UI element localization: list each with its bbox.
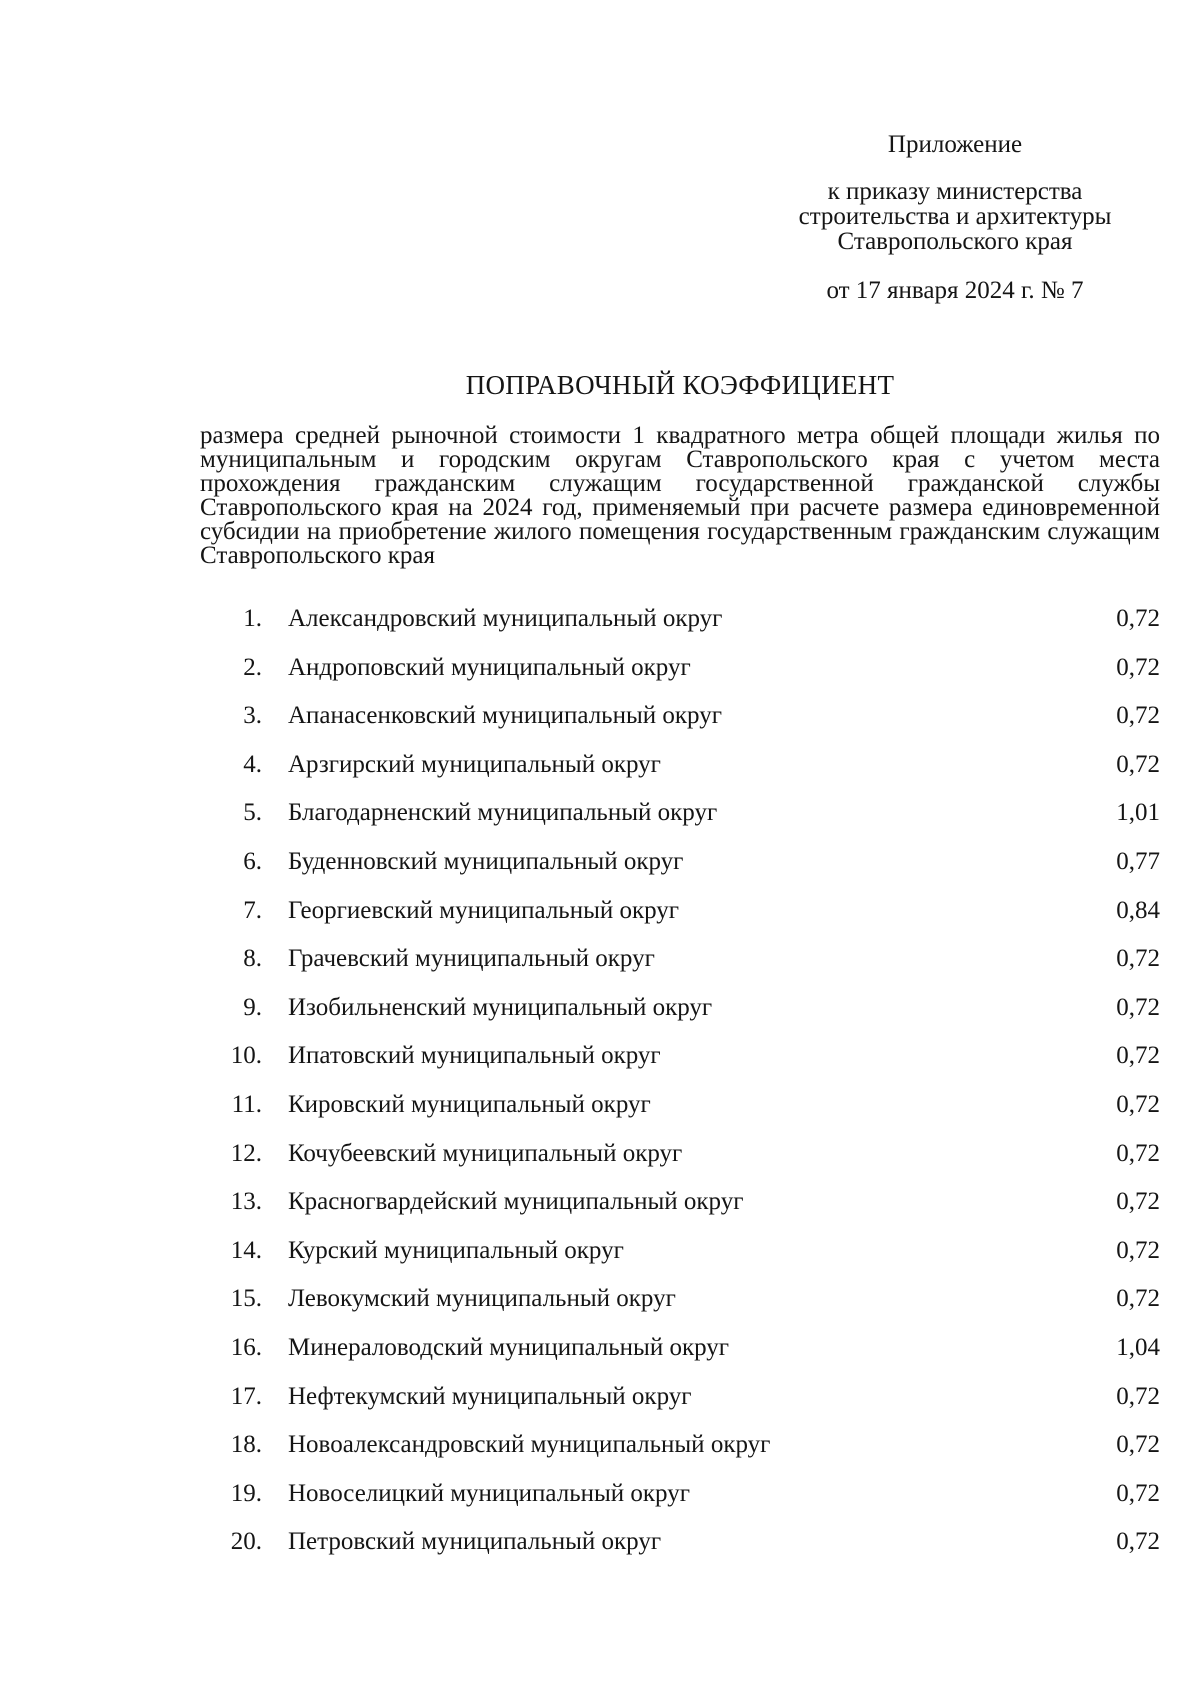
district-name: Курский муниципальный округ (288, 1236, 624, 1264)
item-number: 12. (230, 1139, 262, 1167)
item-number: 19. (230, 1479, 262, 1507)
list-item (200, 1187, 1160, 1236)
item-number: 20. (230, 1528, 262, 1556)
district-name: Александровский муниципальный округ (288, 605, 723, 632)
item-number: 13. (230, 1188, 262, 1216)
item-number: 6. (243, 847, 262, 875)
list-item (200, 1284, 1160, 1333)
coefficient-value: 0,72 (1116, 750, 1160, 778)
district-name: Левокумский муниципальный округ (288, 1285, 676, 1313)
district-name: Петровский муниципальный округ (288, 1528, 662, 1556)
item-number: 17. (230, 1382, 262, 1410)
coefficient-value: 0,72 (1116, 702, 1160, 730)
list-item (200, 993, 1160, 1042)
coefficient-value: 0,77 (1116, 847, 1160, 875)
list-item (200, 1139, 1160, 1188)
item-number: 1. (243, 605, 262, 632)
coefficient-value: 0,72 (1116, 1090, 1160, 1118)
item-number: 18. (230, 1431, 262, 1459)
item-number: 4. (243, 750, 262, 778)
list-item (200, 1236, 1160, 1285)
district-name: Благодарненский муниципальный округ (288, 799, 718, 827)
coefficient-value: 0,72 (1116, 653, 1160, 681)
coefficient-value: 0,84 (1116, 896, 1160, 924)
order-line: Ставропольского края (837, 228, 1073, 255)
item-number: 8. (243, 945, 262, 973)
district-name: Минераловодский муниципальный округ (288, 1333, 730, 1361)
order-line: к приказу министерства (827, 178, 1083, 205)
district-name: Буденновский муниципальный округ (288, 847, 684, 875)
district-name: Нефтекумский муниципальный округ (288, 1382, 692, 1410)
coefficient-value: 0,72 (1116, 1188, 1160, 1216)
district-name: Новоалександровский муниципальный округ (288, 1431, 771, 1459)
item-number: 2. (243, 653, 262, 681)
list-item (200, 1382, 1160, 1431)
district-name: Арзгирский муниципальный округ (288, 750, 661, 778)
list-item (200, 847, 1160, 896)
list-item (200, 1527, 1160, 1576)
list-item (200, 1090, 1160, 1139)
list-item (200, 604, 1160, 653)
list-item (200, 653, 1160, 702)
list-item (200, 1479, 1160, 1528)
document-title: ПОПРАВОЧНЫЙ КОЭФФИЦИЕНТ (465, 370, 895, 400)
coefficient-value: 0,72 (1116, 945, 1160, 973)
district-name: Андроповский муниципальный округ (288, 653, 691, 681)
coefficient-value: 0,72 (1116, 1431, 1160, 1459)
district-name: Георгиевский муниципальный округ (288, 896, 680, 924)
item-number: 14. (230, 1236, 262, 1264)
item-number: 5. (243, 799, 262, 827)
item-number: 9. (243, 993, 262, 1021)
item-number: 7. (243, 896, 262, 924)
order-date: от 17 января 2024 г. № 7 (826, 277, 1084, 304)
district-name: Красногвардейский муниципальный округ (288, 1188, 744, 1216)
item-number: 10. (230, 1042, 262, 1070)
list-item (200, 750, 1160, 799)
list-item (200, 896, 1160, 945)
approval-block (760, 132, 1150, 303)
district-name: Кировский муниципальный округ (288, 1090, 651, 1118)
coefficient-value: 0,72 (1116, 1042, 1160, 1070)
appendix-label: Приложение (887, 131, 1023, 158)
district-name: Апанасенковский муниципальный округ (288, 702, 722, 730)
coefficient-value: 0,72 (1116, 993, 1160, 1021)
order-line: строительства и архитектуры (798, 203, 1112, 230)
coefficient-value: 0,72 (1116, 1479, 1160, 1507)
coefficient-value: 0,72 (1116, 1236, 1160, 1264)
coefficient-value: 1,04 (1116, 1333, 1160, 1361)
list-item (200, 1041, 1160, 1090)
item-number: 15. (230, 1285, 262, 1313)
district-name: Ипатовский муниципальный округ (288, 1042, 661, 1070)
list-item (200, 798, 1160, 847)
item-number: 3. (243, 702, 262, 730)
list-item (200, 944, 1160, 993)
coefficient-value: 0,72 (1116, 1382, 1160, 1410)
coefficient-list (200, 604, 1160, 1576)
district-name: Изобильненский муниципальный округ (288, 993, 713, 1021)
list-item (200, 701, 1160, 750)
coefficient-value: 1,01 (1116, 799, 1160, 827)
coefficient-value: 0,72 (1116, 605, 1160, 632)
list-item (200, 1333, 1160, 1382)
document-subtitle: размера средней рыночной стоимости 1 квадратного метра общей площади жилья по муниципальным и городским округам Ставропольского края с учетом места прохождения гражданским служащим государственной гражданской службы Ставропольского края на 2024 год, применяемый при расчете размера единовременной субсидии на приобретение жилого помещения государственным гражданским служащим Ставропольского края (200, 422, 1160, 569)
item-number: 16. (230, 1333, 262, 1361)
coefficient-value: 0,72 (1116, 1285, 1160, 1313)
coefficient-value: 0,72 (1116, 1528, 1160, 1556)
district-name: Кочубеевский муниципальный округ (288, 1139, 683, 1167)
district-name: Грачевский муниципальный округ (288, 945, 655, 973)
coefficient-value: 0,72 (1116, 1139, 1160, 1167)
item-number: 11. (231, 1090, 262, 1118)
list-item (200, 1430, 1160, 1479)
district-name: Новоселицкий муниципальный округ (288, 1479, 690, 1507)
